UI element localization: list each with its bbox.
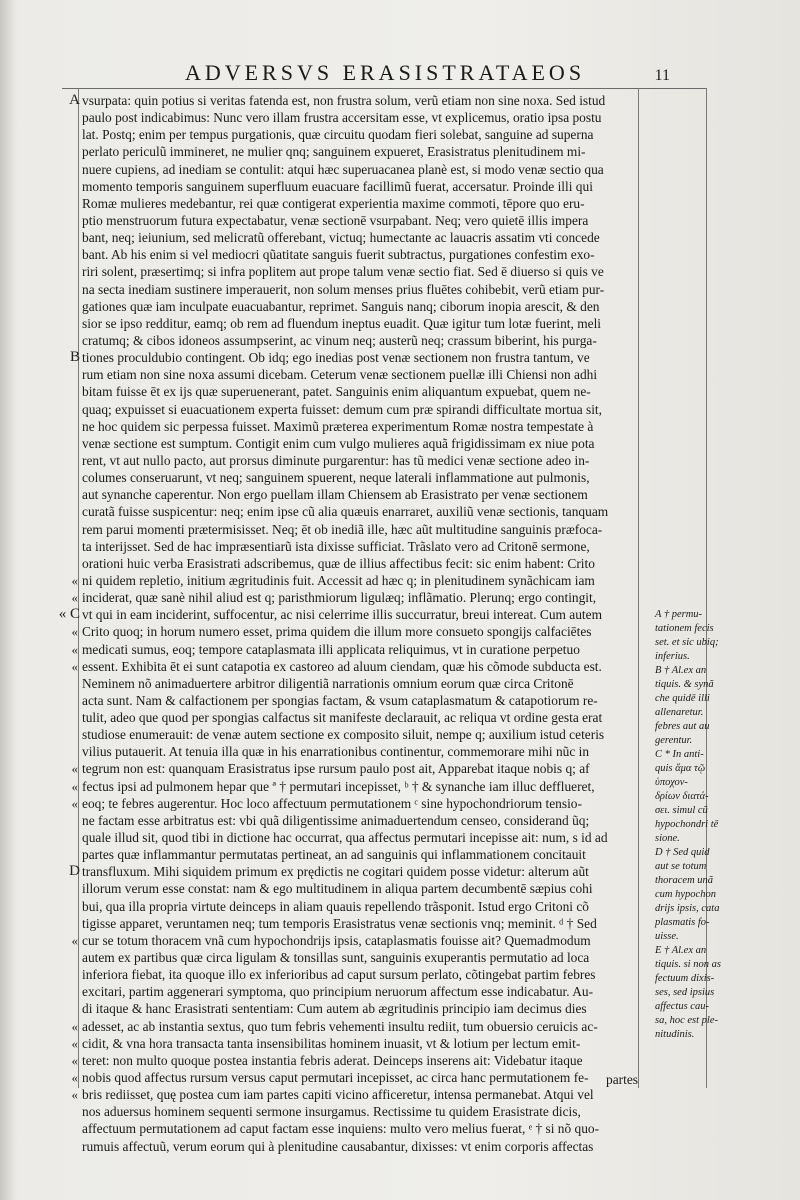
line-text: fectus ipsi ad pulmonem hepar que ª † permutari incepisset, ᵇ † & synanche iam illuc defflueret, — [82, 778, 595, 794]
line-text: transfluxum. Mihi siquidem primum ex prędictis ne cogitari quidem posse videtur: alterum aũt — [82, 864, 589, 880]
text-line — [82, 829, 630, 846]
text-column-rule — [638, 88, 639, 1088]
text-line — [58, 606, 630, 623]
text-line — [82, 675, 630, 692]
text-line — [82, 503, 630, 520]
header-rule — [62, 88, 707, 89]
text-line — [71, 658, 630, 675]
line-text: ptio menstruorum futura expectabatur, venæ sectionē vsurpabant. Neq; vero quietē illis impera — [82, 212, 589, 228]
line-text: autem ex partibus quæ circa ligulam & tonsillas sunt, sanguinis exuperantis permutatio ad loca — [82, 950, 590, 966]
line-text: cratumq; & cibos idoneos assumpserint, ac vinum neq; austerũ neq; crassum biberint, his purga- — [82, 332, 597, 348]
line-text: quale illud sit, quod tibi in dictione hac occurrat, qua affectus permutari incepisse ait: num, s id ad — [82, 830, 608, 846]
marginal-note-line: sa, hoc est ple- — [655, 1015, 718, 1026]
line-text: illorum verum esse constat: nam & ego multitudinem in aliqua partem decumbentē sæpius cohi — [82, 881, 593, 897]
marginal-note-line: inferius. — [655, 651, 690, 662]
line-text: curatã fuisse suspicentur: neq; enim ipse cũ alia quæuis enarraret, auxiliũ venæ sectionis, tanquam — [82, 504, 609, 520]
text-line — [82, 161, 630, 178]
running-header — [130, 60, 670, 90]
quotation-mark: « — [71, 572, 78, 588]
section-letter: D — [69, 863, 80, 880]
quotation-mark: « — [71, 778, 78, 794]
marginal-note-line: che quidē illi — [655, 693, 710, 704]
text-line — [82, 1120, 630, 1137]
page-number: 11 — [654, 67, 670, 84]
text-line — [71, 1086, 630, 1103]
quotation-mark: « — [71, 590, 78, 606]
marginal-note-line: A † permu- — [655, 609, 703, 620]
marginal-note-line: C * In anti- — [655, 749, 704, 760]
text-line — [82, 109, 630, 126]
line-text: ne hoc quidem sic perpessa fuisset. Maximũ præterea experimentum Romæ nostra tempestate à — [82, 418, 594, 434]
text-line — [82, 538, 630, 555]
quotation-mark: « — [71, 761, 78, 777]
text-line — [71, 1052, 630, 1069]
section-letter: « C — [58, 606, 80, 623]
text-line — [82, 298, 630, 315]
line-text: nobis quod affectus rursum versus caput permutari incepisset, ac circa hanc permutationem fe- — [82, 1070, 589, 1086]
line-text: adesset, ac ab instantia sextus, quo tum febris vehementi insultu rediit, tum obuersio ceruicis ac- — [82, 1018, 598, 1034]
text-line — [69, 349, 630, 366]
text-line — [82, 915, 630, 932]
line-text: gationes quæ iam inculpate euacuabantur, reprimet. Sanguis nanq; ciborum inopia arescit, & den — [82, 298, 600, 314]
text-line — [71, 795, 630, 812]
text-line — [82, 898, 630, 915]
text-line — [71, 760, 630, 777]
line-text: sior se ipso redditur, eamq; ob rem ad fluendum ineptus euadit. Quæ igitur tum lotæ fuerint, meli — [82, 315, 602, 331]
line-text: nuere cupiens, ad inediam se contulit: atqui hæc superuacanea planè est, si modo venæ sectio qua — [82, 161, 604, 177]
text-line — [71, 1018, 630, 1035]
line-text: na secta inediam sustinere imperauerit, non solum menses prius fluētes cohibebit, verũ etiam pur- — [82, 281, 605, 297]
quotation-mark: « — [71, 1070, 78, 1086]
marginal-notes — [655, 608, 721, 1042]
line-text: tulit, adeo que quod per spongias calfactus sit manifeste declarauit, ac reliqua vt ordine gesta erat — [82, 710, 603, 726]
text-line — [82, 452, 630, 469]
quotation-mark: « — [71, 641, 78, 657]
text-line — [71, 641, 630, 658]
marginal-note-line: gerentur. — [655, 735, 693, 746]
marginal-note-line: febres aut au — [655, 721, 710, 732]
line-text: acta sunt. Nam & calfactionem per spongias factam, & vsum cataplasmatum & catapotiorum re- — [82, 692, 598, 708]
line-text: medicati sumus, eoq; tempore cataplasmata illi applicata reliquimus, vt in curatione perpetuo — [82, 641, 580, 657]
line-text: rum etiam non sine noxa assumi dicebam. Ceterum venæ sectionem puellæ illi Chiensi non adhi — [82, 367, 598, 383]
quotation-mark: « — [71, 624, 78, 640]
line-text: aut synanche caperentur. Non ergo puellam illam Chiensem ab Erasistrato per venæ sectionem — [82, 487, 588, 503]
text-line — [82, 521, 630, 538]
quotation-mark: « — [71, 1052, 78, 1068]
running-title: ADVERSVS ERASISTRATAEOS — [184, 60, 586, 85]
line-text: excitari, partim aggenerari symptoma, quo principium neruorum affectum esse indicabatur. Au- — [82, 984, 594, 1000]
line-text: essent. Exhibita ēt ei sunt catapotia ex castoreo ad aluum ciendam, quæ his cõmode subducta est. — [82, 658, 602, 674]
text-line — [71, 572, 630, 589]
line-text: bris rediisset, quę postea cum iam partes capiti vicino afficeretur, intensa permanebat. Atqui vel — [82, 1087, 594, 1103]
text-line — [82, 1138, 630, 1155]
line-text: nos aduersus hominem sequenti sermone insurgamus. Rectissime tu quidem Erasistrate dicis, — [82, 1104, 581, 1120]
text-line — [71, 1035, 630, 1052]
text-line — [82, 401, 630, 418]
marginal-note-line: quis ἅμα τῷ — [655, 763, 706, 774]
marginal-note-line: ses, sed ipsius — [655, 987, 715, 998]
line-text: partes quæ inflammantur permutatas pertineat, an ad sanguinis qui inflammationem concitauit — [82, 847, 586, 863]
gutter-shadow — [0, 0, 14, 1200]
line-text: vilius putauerit. At tenuia illa quæ in his enarrationibus continentur, commemorare mihi nũc in — [82, 744, 590, 760]
marginal-note-line: tiquis. si non as — [655, 959, 721, 970]
line-text: quaq; expuisset si euacuationem experta fuisset: demum cum præ spirandi difficultate mortua sit, — [82, 401, 602, 417]
marginal-note-line: cum hypochon — [655, 889, 716, 900]
line-text: rem parui momenti prætermisisset. Neq; ēt ob inediã ille, hæc aũt multitudine sanguinis præfoca- — [82, 521, 603, 537]
line-text: momento temporis sanguinem superfluum euacuare facillimũ fuerat, accersatur. Proinde illi qui — [82, 178, 593, 194]
text-line — [82, 555, 630, 572]
quotation-mark: « — [71, 795, 78, 811]
line-text: rumuis affectuũ, verum eorum qui à plenitudine causabantur, dixisses: vt enim corporis affectas — [82, 1138, 594, 1154]
marginal-note-line: plasmatis fo- — [655, 917, 710, 928]
line-text: cidit, & vna hora transacta tanta insensibilitas hominem inuasit, vt & lotium per lectum emit- — [82, 1035, 581, 1051]
marginal-note-line: set. et sic ubiq; — [655, 637, 719, 648]
line-text: teret: non multo quoque postea instantia febris aderat. Deinceps inserens ait: Videbatur itaque — [82, 1052, 583, 1068]
text-line — [82, 383, 630, 400]
quotation-mark: « — [71, 1087, 78, 1103]
line-text: bitam fuisse ēt ex ijs quæ superuenerant, patet. Sanguinis enim aliquantum expuebat, quem ne- — [82, 384, 591, 400]
line-text: orationi huic verba Erasistrati adscribemus, quæ de illius affectibus fecit: sic enim habent: Crito — [82, 555, 595, 571]
text-line — [82, 486, 630, 503]
line-text: Romæ mulieres medebantur, rei quæ contigerat experientia maxime commoti, tēpore quo eru- — [82, 195, 585, 211]
text-line — [82, 983, 630, 1000]
marginal-note-line: fectuum dixis- — [655, 973, 715, 984]
marginal-note-line: uisse. — [655, 931, 679, 942]
line-text: tiones proculdubio contingent. Ob idq; ego inedias post venæ sectionem non frustra tantum, ve — [82, 350, 590, 366]
line-text: rent, vt aut nullo pacto, aut prorsus diminute purgarentur: has tũ medici venæ sectione adeo in- — [82, 452, 590, 468]
quotation-mark: « — [71, 932, 78, 948]
line-text: affectuum permutationem ad caput factam esse inquiens: multo vero melius fuerat, ᵉ † si nõ quo- — [82, 1121, 600, 1137]
text-line — [82, 469, 630, 486]
text-line — [82, 743, 630, 760]
line-text: vsurpata: quin potius si veritas fatenda est, non frustra solum, verũ etiam non sine noxa. Sed istud — [82, 93, 606, 108]
marginal-note-line: nitudinis. — [655, 1029, 695, 1040]
text-line — [82, 366, 630, 383]
line-text: columes conseruarunt, vt neq; sanguinem spuerent, neque laterali inflammatione aut pulmonis, — [82, 470, 590, 486]
text-line — [82, 263, 630, 280]
marginal-note-line: allenaretur. — [655, 707, 704, 718]
text-line — [82, 212, 630, 229]
text-line — [82, 281, 630, 298]
line-text: ta interijsset. Sed de hac impræsentiarũ ista dixisse sufficiat. Trãslato vero ad Critonē sermone, — [82, 538, 590, 554]
text-line — [82, 692, 630, 709]
marginal-note-line: ὑποχον- — [655, 777, 688, 788]
main-text-column — [58, 92, 630, 1155]
line-text: bant. Ab his enim si vel mediocri qũatitate sanguis fuerit subtractus, purgationes confestim exo- — [82, 247, 595, 263]
line-text: Crito quoq; in horum numero esset, prima quidem die illum more consueto spongijs calfaciētes — [82, 624, 592, 640]
text-line — [82, 812, 630, 829]
text-line — [71, 589, 630, 606]
marginal-note-line: σει. simul cũ — [655, 805, 708, 816]
line-text: bui, qua illa propria virtute deinceps in aliam quauis repellendo trãsponit. Istud ergo Critoni cõ — [82, 898, 589, 914]
line-text: studiose enumerauit: de venæ autem sectione ex composito siluit, nempe q; auxilium istud ceteris — [82, 727, 605, 743]
section-letter: A — [69, 92, 80, 108]
text-line — [82, 246, 630, 263]
quotation-mark: « — [71, 1018, 78, 1034]
line-text: lat. Postq; enim per tempus purgationis, quæ circuitu quodam fieri solebat, sanguine ad superna — [82, 127, 594, 143]
text-line — [82, 846, 630, 863]
marginal-note-line: tationem fecis — [655, 623, 714, 634]
text-line — [82, 178, 630, 195]
marginal-note-line: tiquis. & synã — [655, 679, 714, 690]
marginal-note-line: sione. — [655, 833, 680, 844]
text-line — [82, 726, 630, 743]
text-line — [82, 315, 630, 332]
marginal-note-line: thoracem unã — [655, 875, 714, 886]
marginal-note-line: E † Al.ex an — [655, 945, 707, 956]
text-line — [82, 709, 630, 726]
text-line — [82, 126, 630, 143]
line-text: tigisse apparet, veruntamen neq; tum temporis Erasistratus venæ sectionis vnq; meminit. ᵈ † Sed — [82, 915, 597, 931]
marginal-note-line: affectus cau- — [655, 1001, 709, 1012]
text-line — [82, 435, 630, 452]
text-line — [82, 229, 630, 246]
text-line — [82, 195, 630, 212]
quotation-mark: « — [71, 1035, 78, 1051]
marginal-note-line: hypochondri tē — [655, 819, 719, 830]
text-line — [82, 966, 630, 983]
text-line — [69, 863, 630, 880]
text-line — [82, 880, 630, 897]
line-text: perlato periculũ immineret, ne mulier qnq; sanguinem expueret, Erasistratus plenitudinem mi- — [82, 144, 586, 160]
quotation-mark: « — [71, 658, 78, 674]
line-text: tegrum non est: quanquam Erasistratus ipse rursum paulo post ait, Apparebat itaque nobis q; af — [82, 761, 590, 777]
text-line — [71, 932, 630, 949]
left-margin-rule — [78, 88, 79, 1088]
line-text: riri solent, præsertimq; si infra poplitem aut prope talum venæ sectio fiat. Sed ē diuerso si quis ve — [82, 264, 604, 280]
line-text: paulo post indicabimus: Nunc vero illam frustra accersitam esse, vt explicemus, oratio ipsa postu — [82, 110, 602, 126]
line-text: vt qui in eam inciderint, suffocentur, ac nisi celerrime illis succurratur, breui intereat. Cum autem — [82, 607, 602, 623]
text-line — [82, 1000, 630, 1017]
marginal-note-line: drijs ipsis, cata — [655, 903, 720, 914]
line-text: bant, neq; ieiunium, sed melicratũ offerebant, victuq; humectante ac lauacris assatim vti concede — [82, 230, 600, 246]
line-text: ni quidem repletio, initium ægritudinis fuit. Accessit ad hæc q; in plenitudinem synãchicam iam — [82, 572, 595, 588]
text-line — [82, 949, 630, 966]
line-text: inferiora fiebat, ita quoque illo ex inferioribus ad caput sursum perlato, cõtingebat partim febres — [82, 967, 596, 983]
text-line — [69, 92, 630, 109]
text-line — [82, 418, 630, 435]
line-text: Neminem nõ animaduertere arbitror diligentiã narrationis omnium eorum quæ circa Critonē — [82, 675, 574, 691]
marginal-note-line: aut se totum — [655, 861, 707, 872]
text-line — [82, 332, 630, 349]
marginal-note-line: δρίων διατά- — [655, 791, 709, 802]
marginal-note-line: D † Sed quid — [655, 847, 710, 858]
line-text: di itaque & hanc Erasistrati sententiam: Cum autem ab ægritudinis principio iam decimus dies — [82, 1001, 587, 1017]
text-line — [82, 143, 630, 160]
line-text: inciderat, quæ sanè nihil aliud est q; paristhmiorum ligulæq; inflãmatio. Plerunq; ergo contingit, — [82, 590, 597, 606]
text-line — [71, 778, 630, 795]
section-letter: B — [69, 349, 80, 366]
text-line — [82, 1103, 630, 1120]
text-line — [71, 1069, 630, 1086]
text-line — [71, 623, 630, 640]
line-text: venæ sectione est sumptum. Contigit enim cum vulgo mulieres aquã frigidissimam ex niue pota — [82, 435, 595, 451]
marginal-note-line: B † Al.ex an — [655, 665, 707, 676]
line-text: ne factam esse arbitratus est: vbi quã diligentissime animaduertendum censeo, considerand ũq; — [82, 812, 590, 828]
line-text: eoq; te febres augerentur. Hoc loco affectuum permutationem ᶜ sine hypochondriorum tensio- — [82, 795, 582, 811]
catchword: partes — [606, 1072, 638, 1087]
line-text: cur se totum thoracem vnã cum hypochondrijs ipsis, cataplasmatis fouisse ait? Quemadmodum — [82, 932, 591, 948]
